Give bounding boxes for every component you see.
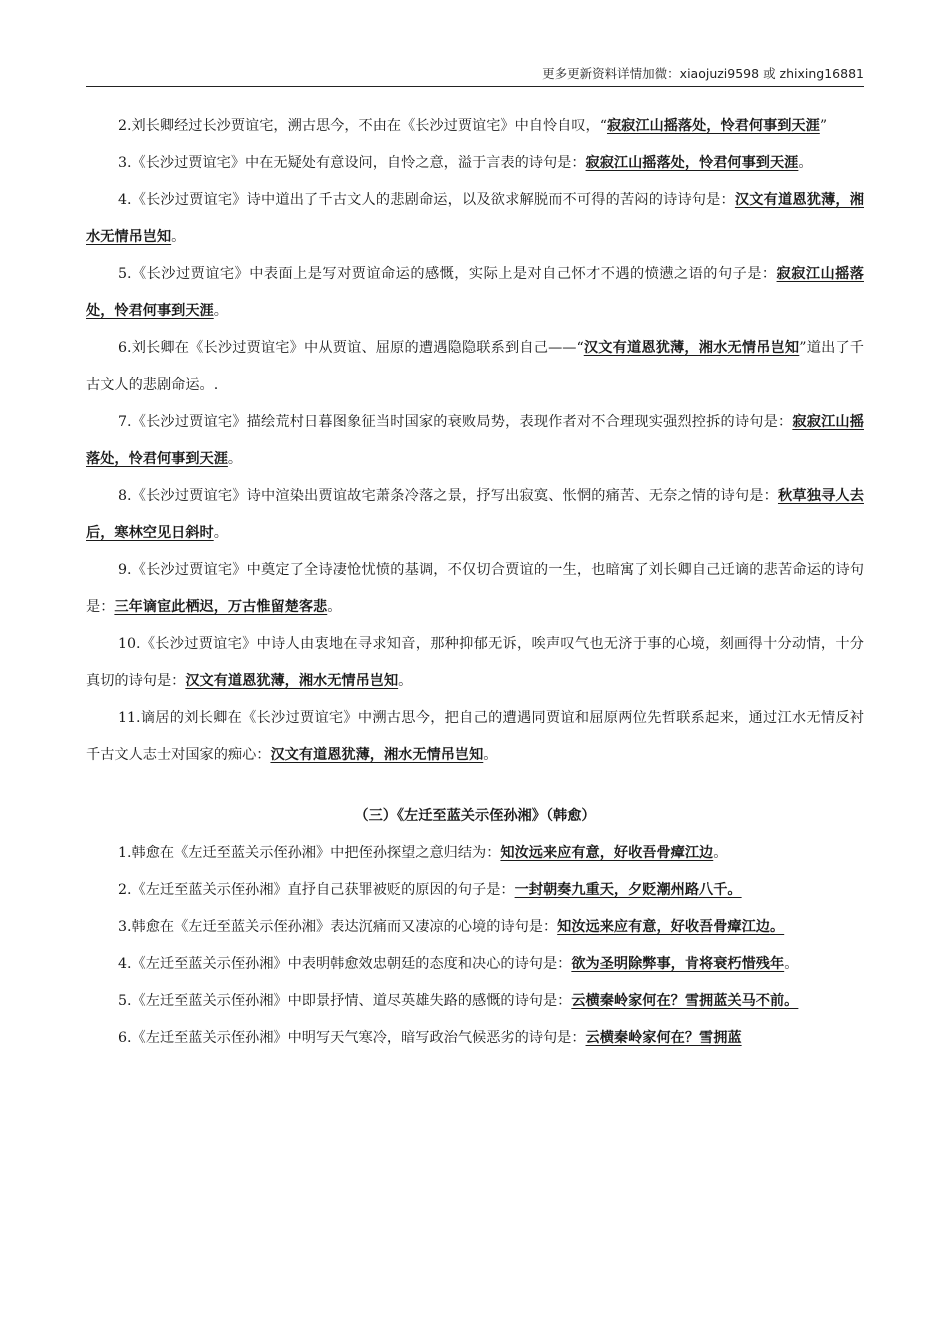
answer-text: 知汝远来应有意，好收吾骨瘴江边 xyxy=(500,845,714,861)
answer-text: 欲为圣明除弊事，肯将衰朽惜残年 xyxy=(571,956,785,972)
question-text: 6.《左迁至蓝关示侄孙湘》中明写天气寒冷，暗写政治气候恶劣的诗句是： xyxy=(118,1030,586,1046)
section-title: （三）《左迁至蓝关示侄孙湘》（韩愈） xyxy=(354,808,596,824)
answer-text: 汉文有道恩犹薄，湘水无情吊岂知 xyxy=(270,747,484,763)
question-text: 3.《长沙过贾谊宅》中在无疑处有意设问，自怜之意，溢于言表的诗句是： xyxy=(118,155,586,171)
answer-text: 寂寂江山摇落处，怜君何事到天涯 xyxy=(86,414,864,467)
answer-text: 寂寂江山摇落处，怜君何事到天涯 xyxy=(585,155,799,171)
trailing-text: 。 xyxy=(213,303,228,319)
answer-text: 知汝远来应有意，好收吾骨瘴江边。 xyxy=(557,919,785,935)
answer-text: 云横秦岭家何在？雪拥蓝关马不前。 xyxy=(571,993,799,1009)
question-item xyxy=(86,1020,864,1057)
trailing-text: 。 xyxy=(798,155,813,171)
section-changsha xyxy=(86,108,864,774)
question-item xyxy=(86,478,864,552)
question-item xyxy=(86,946,864,983)
document-body xyxy=(86,108,864,1057)
question-text: 5.《左迁至蓝关示侄孙湘》中即景抒情、道尽英雄失路的感慨的诗句是： xyxy=(118,993,572,1009)
question-text: 4.《长沙过贾谊宅》诗中道出了千古文人的悲剧命运，以及欲求解脱而不可得的苦闷的诗诗句是： xyxy=(118,192,735,208)
question-item xyxy=(86,404,864,478)
question-text: 2.《左迁至蓝关示侄孙湘》直抒自己获罪被贬的原因的句子是： xyxy=(118,882,515,898)
answer-text: 寂寂江山摇落处，怜君何事到天涯 xyxy=(86,266,864,319)
question-text: 11.谪居的刘长卿在《长沙过贾谊宅》中溯古思今，把自己的遭遇同贾谊和屈原两位先哲联系起来，通过江水无情反衬千古文人志士对国家的痴心： xyxy=(86,710,864,763)
trailing-text: 。 xyxy=(784,956,799,972)
question-item xyxy=(86,872,864,909)
answer-text: 汉文有道恩犹薄，湘水无情吊岂知 xyxy=(583,340,800,356)
answer-text: 秋草独寻人去后，寒林空见日斜时 xyxy=(86,488,864,541)
answer-text: 汉文有道恩犹薄，湘水无情吊岂知 xyxy=(86,192,864,245)
trailing-text: 。 xyxy=(213,525,228,541)
question-item xyxy=(86,145,864,182)
answer-text: 寂寂江山摇落处，怜君何事到天涯 xyxy=(606,118,820,134)
trailing-text: 。 xyxy=(398,673,413,689)
question-text: 9.《长沙过贾谊宅》中奠定了全诗凄怆忧愤的基调，不仅切合贾谊的一生，也暗寓了刘长卿自己迁谪的悲苦命运的诗句是： xyxy=(86,562,864,615)
answer-text: 三年谪宦此栖迟，万古惟留楚客悲 xyxy=(114,599,328,615)
answer-text: 云横秦岭家何在？雪拥蓝 xyxy=(585,1030,742,1046)
trailing-text: 。 xyxy=(713,845,728,861)
trailing-text: ”道出了千古文人的悲剧命运。. xyxy=(86,340,864,393)
question-item xyxy=(86,983,864,1020)
question-text: 8.《长沙过贾谊宅》诗中渲染出贾谊故宅萧条冷落之景，抒写出寂寞、怅惘的痛苦、无奈之情的诗句是： xyxy=(118,488,778,504)
question-text: 6.刘长卿在《长沙过贾谊宅》中从贾谊、屈原的遭遇隐隐联系到自己——“ xyxy=(118,340,584,356)
trailing-text: 。 xyxy=(483,747,498,763)
question-item xyxy=(86,626,864,700)
answer-text: 一封朝奏九重天，夕贬潮州路八千。 xyxy=(514,882,742,898)
question-text: 5.《长沙过贾谊宅》中表面上是写对贾谊命运的感慨，实际上是对自己怀才不遇的愤懑之语的句子是： xyxy=(118,266,777,282)
trailing-text: 。 xyxy=(327,599,342,615)
page-header: 更多更新资料详情加微：xiaojuzi9598 或 zhixing16881 xyxy=(86,64,864,87)
question-item xyxy=(86,552,864,626)
question-text: 1.韩愈在《左迁至蓝关示侄孙湘》中把侄孙探望之意归结为： xyxy=(118,845,501,861)
question-text: 10.《长沙过贾谊宅》中诗人由衷地在寻求知音，那种抑郁无诉，唉声叹气也无济于事的心境，刻画得十分动情，十分真切的诗句是： xyxy=(86,636,864,689)
question-text: 2.刘长卿经过长沙贾谊宅，溯古思今，不由在《长沙过贾谊宅》中自怜自叹，“ xyxy=(118,118,607,134)
question-text: 4.《左迁至蓝关示侄孙湘》中表明韩愈效忠朝廷的态度和决心的诗句是： xyxy=(118,956,572,972)
question-item xyxy=(86,256,864,330)
trailing-text: ” xyxy=(819,118,828,134)
trailing-text: 。 xyxy=(227,451,243,467)
question-item xyxy=(86,700,864,774)
question-text: 7.《长沙过贾谊宅》描绘荒村日暮图象征当时国家的衰败局势，表现作者对不合理现实强烈控拆的诗句是： xyxy=(118,414,793,430)
trailing-text: 。 xyxy=(171,229,186,245)
question-item xyxy=(86,182,864,256)
question-text: 3.韩愈在《左迁至蓝关示侄孙湘》表达沉痛而又凄凉的心境的诗句是： xyxy=(118,919,558,935)
question-item xyxy=(86,835,864,872)
question-item xyxy=(86,330,864,404)
question-item xyxy=(86,909,864,946)
answer-text: 汉文有道恩犹薄，湘水无情吊岂知 xyxy=(185,673,399,689)
section-languan xyxy=(86,835,864,1057)
question-item xyxy=(86,108,864,145)
